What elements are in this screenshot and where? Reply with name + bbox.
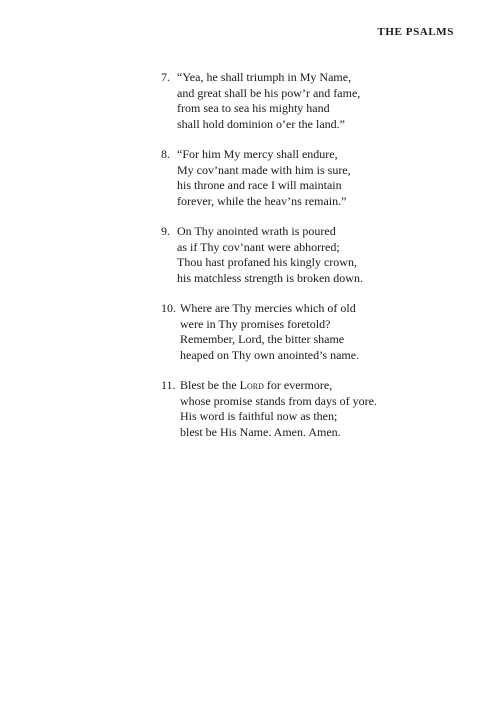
stanza-number: 8. bbox=[161, 147, 170, 161]
verse-line: blest be His Name. Amen. Amen. bbox=[180, 424, 341, 439]
verse-line: his matchless strength is broken down. bbox=[177, 270, 363, 285]
running-head: THE PSALMS bbox=[377, 26, 454, 38]
stanza-number: 9. bbox=[161, 224, 170, 238]
stanza-number: 10. bbox=[161, 301, 176, 315]
verse-line: whose promise stands from days of yore. bbox=[180, 393, 377, 408]
verse-line: His word is faithful now as then; bbox=[180, 409, 338, 423]
verse-line: from sea to sea his mighty hand bbox=[177, 101, 330, 115]
stanza-8 bbox=[161, 147, 461, 209]
verse-line: On Thy anointed wrath is poured bbox=[177, 224, 336, 238]
stanza-number: 7. bbox=[161, 70, 170, 84]
verse-text: Blest be the bbox=[180, 378, 240, 392]
verse-line: heaped on Thy own anointed’s name. bbox=[180, 347, 360, 362]
stanza-9 bbox=[161, 224, 461, 286]
stanza-11 bbox=[161, 378, 461, 440]
verse-line: Where are Thy mercies which of old bbox=[180, 301, 356, 315]
stanza-number: 11. bbox=[161, 378, 176, 392]
stanza-10 bbox=[161, 301, 461, 363]
verse-line: “Yea, he shall triumph in My Name, bbox=[177, 70, 352, 84]
verse-line: and great shall be his pow’r and fame, bbox=[177, 85, 361, 100]
verse-line: Remember, Lord, the bitter shame bbox=[180, 332, 345, 346]
verse-line: shall hold dominion o’er the land.” bbox=[177, 116, 345, 131]
verse-text: for evermore, bbox=[263, 378, 333, 392]
divine-name: Lord bbox=[239, 378, 264, 392]
verse-line bbox=[180, 378, 461, 394]
verse-line: as if Thy cov’nant were abhorred; bbox=[177, 239, 340, 254]
psalm-text bbox=[161, 70, 461, 455]
verse-line: Thou hast profaned his kingly crown, bbox=[177, 255, 357, 269]
verse-line: were in Thy promises foretold? bbox=[180, 316, 331, 331]
stanza-7 bbox=[161, 70, 461, 132]
verse-line: My cov’nant made with him is sure, bbox=[177, 162, 351, 177]
verse-line: forever, while the heav’ns remain.” bbox=[177, 193, 347, 208]
verse-line: his throne and race I will maintain bbox=[177, 178, 342, 192]
verse-line: “For him My mercy shall endure, bbox=[177, 147, 338, 161]
